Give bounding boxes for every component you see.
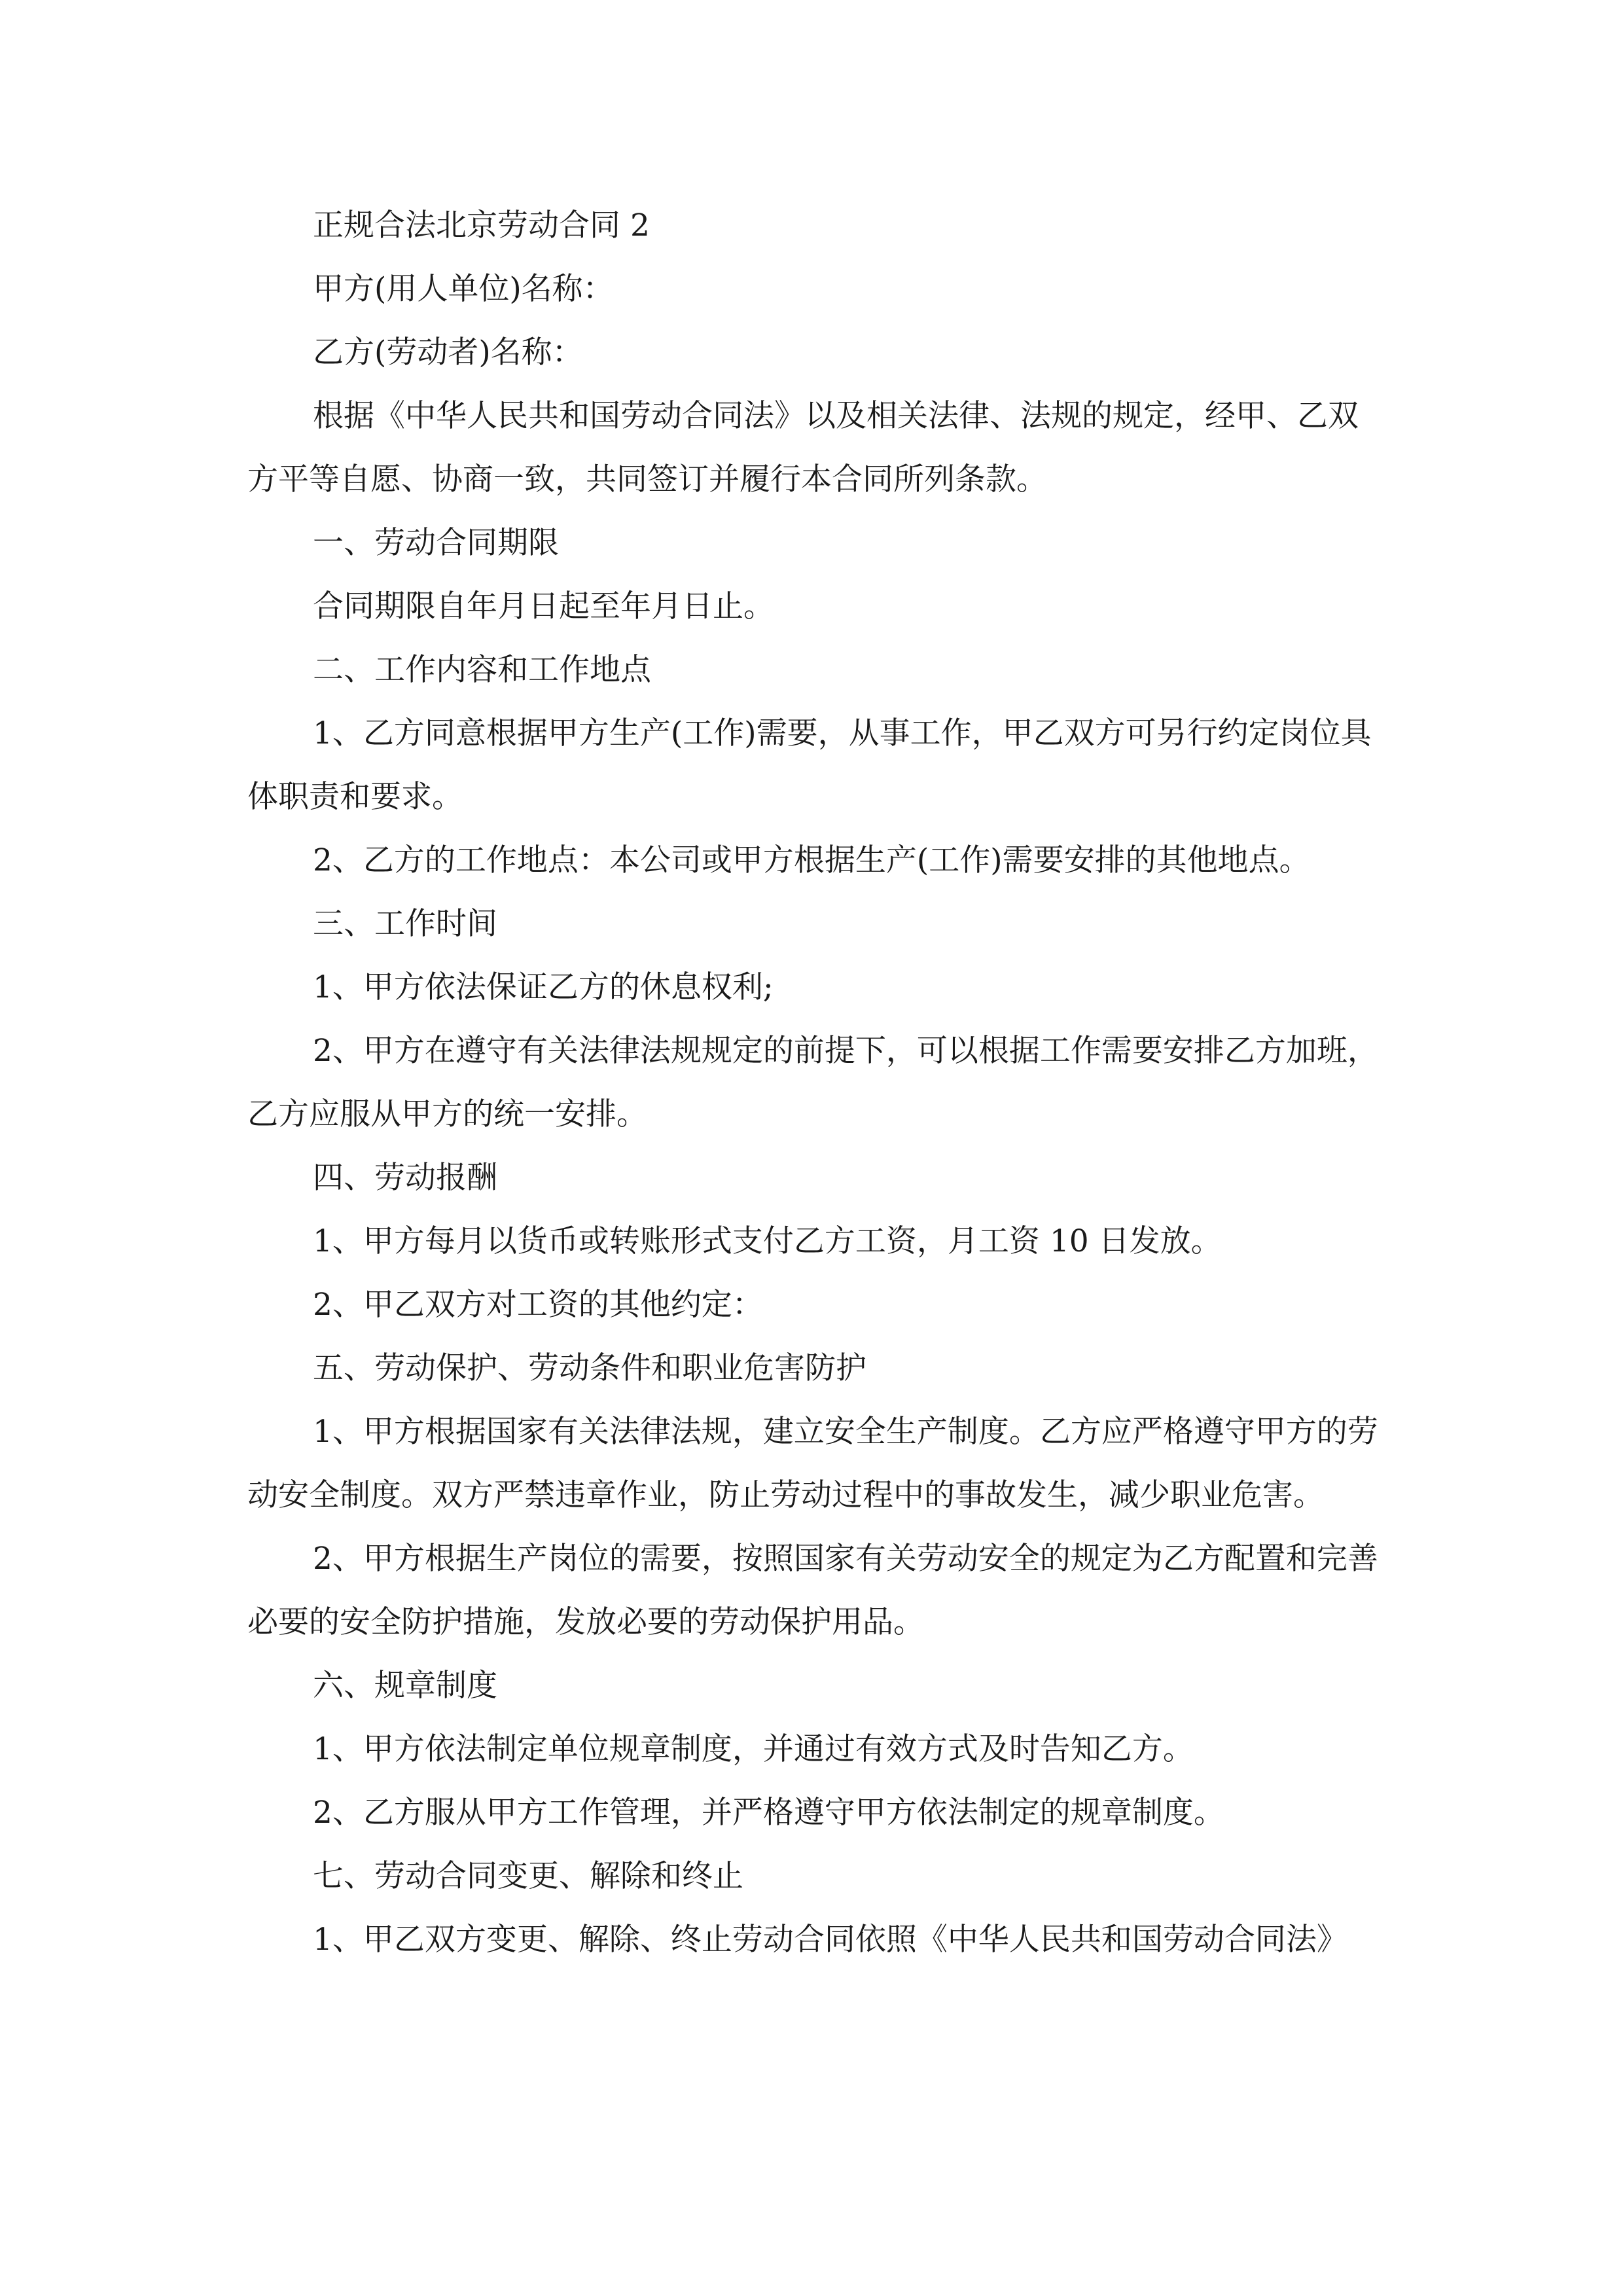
paragraph: 1、甲方每月以货币或转账形式支付乙方工资，月工资 10 日发放。 (313, 1223, 1222, 1259)
paragraph: 2、甲方在遵守有关法律法规规定的前提下，可以根据工作需要安排乙方加班，乙方应服从甲方的统一安排。 (247, 1033, 1378, 1132)
paragraph: 1、甲方依法保证乙方的休息权利; (313, 969, 774, 1005)
paragraph-preamble: 根据《中华人民共和国劳动合同法》以及相关法律、法规的规定，经甲、乙双方平等自愿、协商一致，共同签订并履行本合同所列条款。 (247, 398, 1359, 497)
section-heading-termination: 七、劳动合同变更、解除和终止 (313, 1858, 743, 1894)
paragraph: 2、甲乙双方对工资的其他约定： (313, 1287, 763, 1323)
paragraph: 1、乙方同意根据甲方生产(工作)需要，从事工作，甲乙双方可另行约定岗位具体职责和要求。 (247, 715, 1372, 815)
paragraph: 1、甲方根据国家有关法律法规，建立安全生产制度。乙方应严格遵守甲方的劳动安全制度。双方严禁违章作业，防止劳动过程中的事故发生，减少职业危害。 (247, 1414, 1378, 1513)
document-title: 正规合法北京劳动合同 2 (313, 207, 650, 243)
section-heading-rules: 六、规章制度 (313, 1668, 497, 1704)
section-heading-work-time: 三、工作时间 (313, 906, 497, 942)
document-body (247, 194, 1378, 1971)
paragraph: 2、乙方服从甲方工作管理，并严格遵守甲方依法制定的规章制度。 (313, 1795, 1224, 1831)
section-heading-protection: 五、劳动保护、劳动条件和职业危害防护 (313, 1350, 866, 1386)
section-heading-work-content: 二、工作内容和工作地点 (313, 652, 651, 688)
paragraph: 2、乙方的工作地点：本公司或甲方根据生产(工作)需要安排的其他地点。 (313, 842, 1310, 878)
paragraph: 2、甲方根据生产岗位的需要，按照国家有关劳动安全的规定为乙方配置和完善必要的安全防护措施，发放必要的劳动保护用品。 (247, 1541, 1378, 1640)
paragraph: 1、甲方依法制定单位规章制度，并通过有效方式及时告知乙方。 (313, 1731, 1194, 1767)
section-heading-remuneration: 四、劳动报酬 (313, 1160, 497, 1196)
section-heading-term: 一、劳动合同期限 (313, 525, 559, 561)
paragraph: 合同期限自年月日起至年月日止。 (313, 588, 774, 624)
paragraph: 1、甲乙双方变更、解除、终止劳动合同依照《中华人民共和国劳动合同法》 (313, 1922, 1347, 1958)
paragraph-employee-name: 乙方(劳动者)名称： (313, 334, 583, 370)
paragraph-employer-name: 甲方(用人单位)名称： (313, 271, 614, 307)
